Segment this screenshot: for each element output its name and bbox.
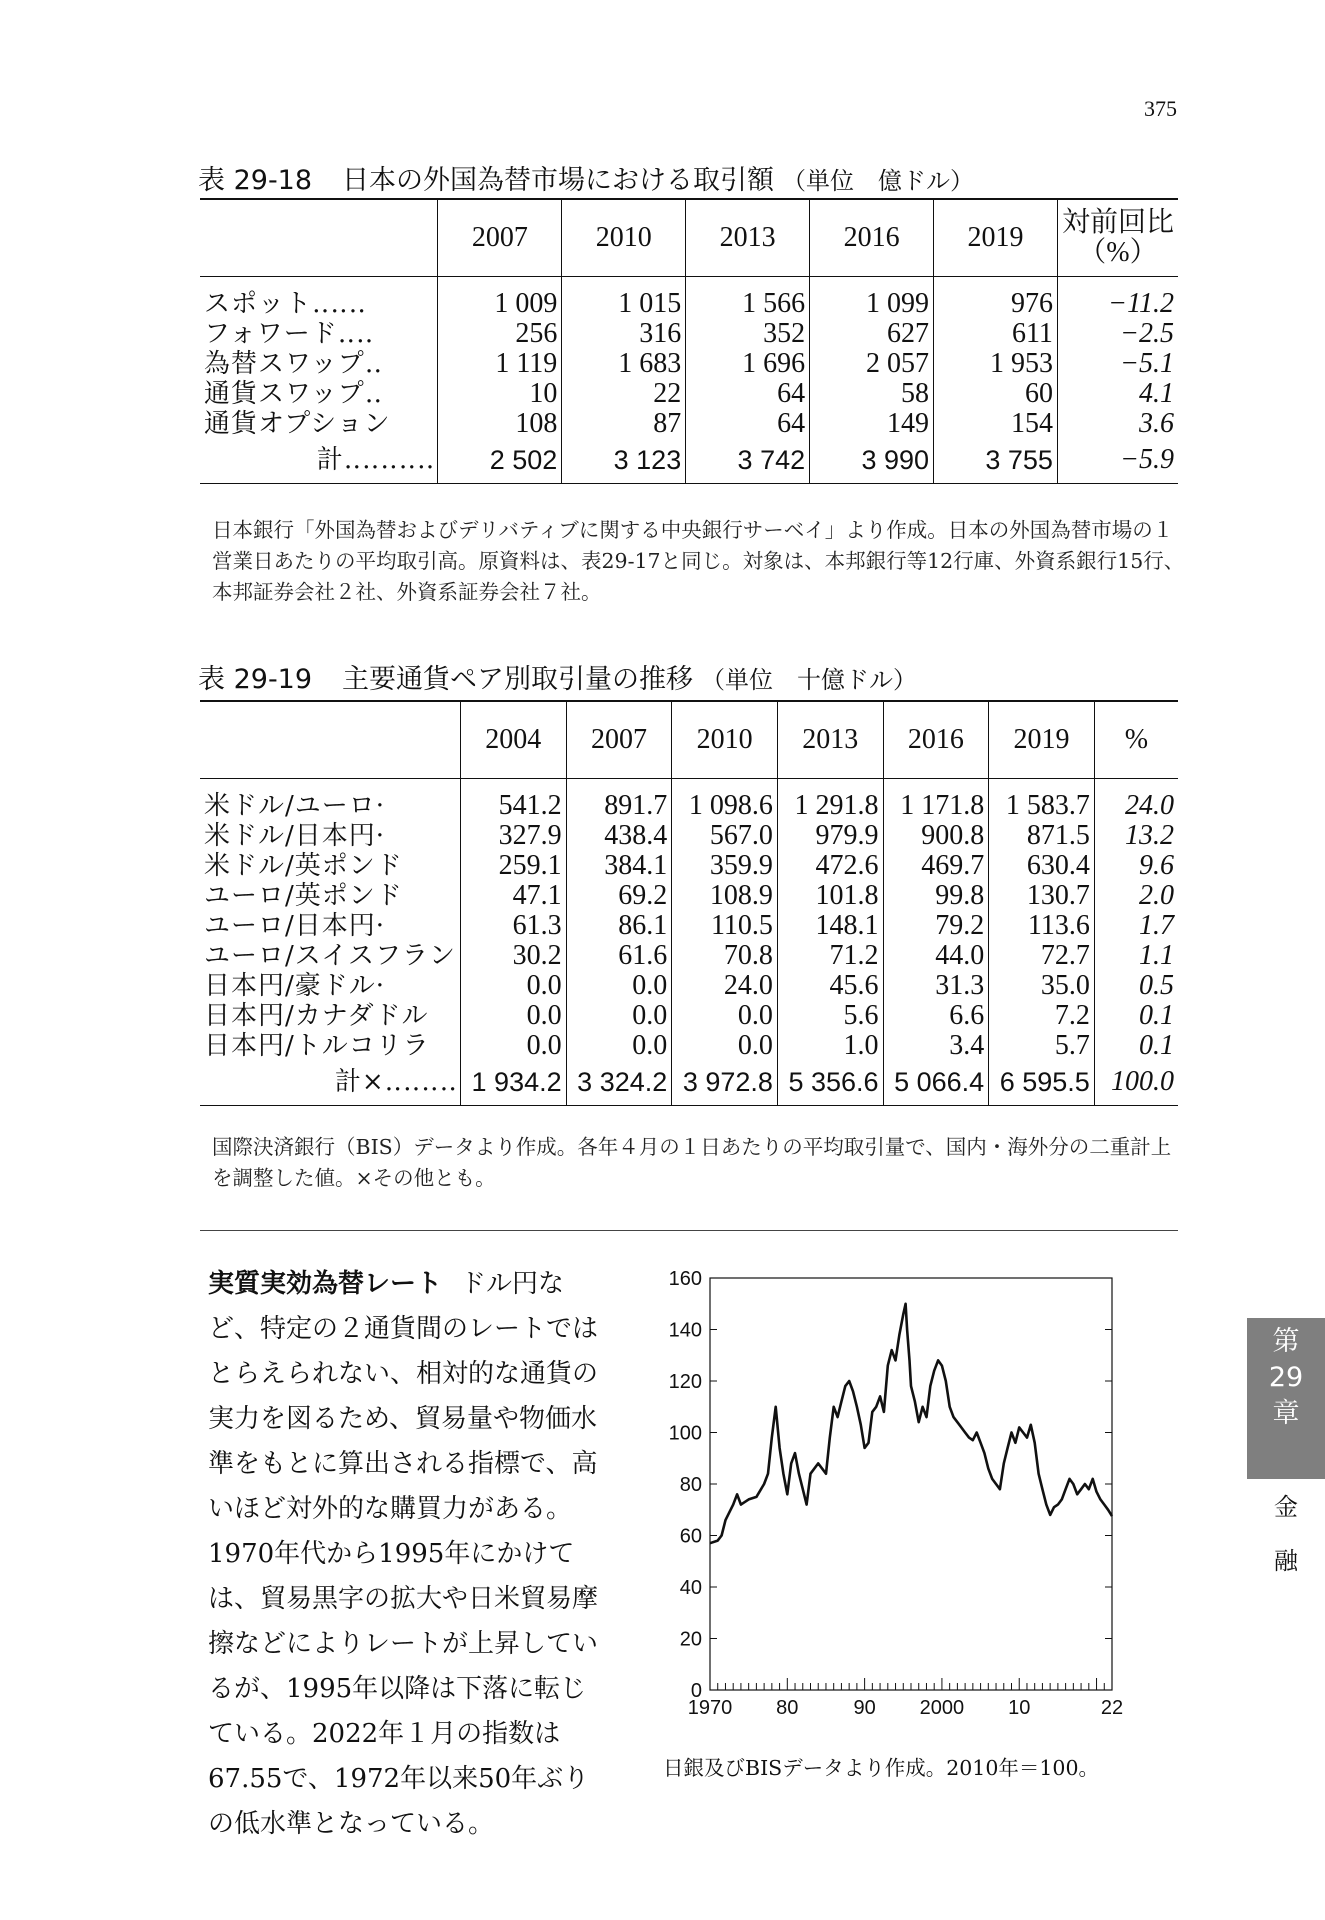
y-tick-label: 0 (690, 1680, 702, 1702)
table2-cell: 472.6 (777, 851, 883, 881)
article-body: ドル円など、特定の２通貨間のレートではとらえられない、相対的な通貨の実力を図るため、貿易量や物価水準をもとに算出される指標で、高いほど対外的な購買力がある。1970年代から1995年にかけては、貿易黒字の拡大や日米貿易摩擦などによりレートが上昇しているが、1995年以降は下落に転じている。2022年１月の指数は67.55で、1972年以来50年ぶりの低水準となっている。 (208, 1269, 599, 1839)
table1-total-cell: 3 990 (810, 439, 934, 484)
table1-row-label: 通貨スワップ‥ (204, 379, 384, 409)
table2-cell: 70.8 (672, 941, 778, 971)
x-tick-label: 80 (776, 1697, 799, 1719)
chapter-name (1247, 1480, 1325, 1588)
table2-col-header: 2004 (460, 701, 566, 779)
table2-row (200, 1001, 1178, 1031)
table2-row-label: 日本円/カナダドル (204, 1001, 429, 1031)
table1-note: 日本銀行「外国為替およびデリバティブに関する中央銀行サーベイ」より作成。日本の外国為替市場の１営業日あたりの平均取引高。原資料は、表29-17と同じ。対象は、本邦銀行等12行庫、外資系銀行15行、本邦証券会社２社、外資系証券会社７社。 (212, 518, 1185, 604)
table1-row (200, 319, 1178, 349)
table2-cell: 31.3 (883, 971, 989, 1001)
table2-cell: 44.0 (883, 941, 989, 971)
table2-cell: 0.0 (460, 971, 566, 1001)
y-tick-label: 160 (668, 1268, 702, 1290)
table2-total-cell: 1 934.2 (460, 1061, 566, 1106)
reer-chart (650, 1262, 1130, 1722)
table2-cell: 110.5 (672, 911, 778, 941)
table1-row (200, 409, 1178, 439)
table1-number: 表 29-18 (198, 165, 313, 196)
table2-cell: 630.4 (989, 851, 1095, 881)
table1-title-block (198, 158, 974, 197)
table2-col-header: 2019 (989, 701, 1095, 779)
table1-cell: 352 (686, 319, 810, 349)
table1-header-blank (200, 199, 438, 277)
table1-cell: 2 057 (810, 349, 934, 379)
table2-title-block (198, 657, 917, 696)
table1-total-cell: 3 742 (686, 439, 810, 484)
table2-cell: 61.6 (566, 941, 672, 971)
table1-header-row (200, 199, 1178, 277)
table1-total-row (200, 439, 1178, 484)
table2-col-header: 2010 (672, 701, 778, 779)
table1-total-change: −5.9 (1057, 439, 1178, 484)
x-tick-label: 90 (853, 1697, 876, 1719)
table1-cell: 1 953 (934, 349, 1058, 379)
table2-row-label: 米ドル/ユーロ· (204, 791, 386, 821)
table2-total-cell: 3 972.8 (672, 1061, 778, 1106)
table2-col-header: 2013 (777, 701, 883, 779)
table2-cell: 108.9 (672, 881, 778, 911)
table2-cell-pct: 13.2 (1094, 821, 1178, 851)
table2-total-cell: 3 324.2 (566, 1061, 672, 1106)
table1-change-unit: （%） (1078, 237, 1158, 268)
table2-cell: 5.7 (989, 1031, 1095, 1061)
table2-number: 表 29-19 (198, 664, 313, 695)
table1 (200, 198, 1178, 484)
table1-total-label: 計‥‥‥‥‥ (200, 439, 438, 484)
table1-cell: 627 (810, 319, 934, 349)
table2-cell: 327.9 (460, 821, 566, 851)
table1-col-header: 2007 (438, 199, 562, 277)
table2-cell: 35.0 (989, 971, 1095, 1001)
table1-cell: 1 683 (562, 349, 686, 379)
table2-cell-pct: 0.5 (1094, 971, 1178, 1001)
table2-header-blank (200, 701, 460, 779)
table2-row (200, 911, 1178, 941)
table1-cell: 1 566 (686, 277, 810, 320)
section-divider (200, 1230, 1178, 1231)
table2-cell: 47.1 (460, 881, 566, 911)
y-tick-label: 40 (679, 1577, 702, 1599)
table2-row-label: 米ドル/英ポンド (204, 851, 403, 881)
table2-cell: 69.2 (566, 881, 672, 911)
table1-total-cell: 3 123 (562, 439, 686, 484)
chapter-name-char: 金 (1274, 1493, 1298, 1521)
table2-total-row (200, 1061, 1178, 1106)
table1-cell: 611 (934, 319, 1058, 349)
table2-cell: 0.0 (566, 1031, 672, 1061)
table1-cell: 1 009 (438, 277, 562, 320)
table1-unit: （単位 億ドル） (782, 167, 975, 195)
table2-total-cell: 5 356.6 (777, 1061, 883, 1106)
table2-cell-pct: 2.0 (1094, 881, 1178, 911)
page-number: 375 (1144, 96, 1177, 121)
table2-row-label: 日本円/トルコリラ (204, 1031, 430, 1061)
table2-row (200, 971, 1178, 1001)
table2 (200, 700, 1178, 1106)
table1-row (200, 349, 1178, 379)
x-tick-label: 2000 (919, 1697, 965, 1719)
table2-col-header: 2016 (883, 701, 989, 779)
table2-cell: 1 171.8 (883, 779, 989, 822)
chapter-name-char: 融 (1274, 1547, 1298, 1575)
table2-row-label: ユーロ/日本円· (204, 911, 386, 941)
table2-row (200, 941, 1178, 971)
table2-cell-pct: 9.6 (1094, 851, 1178, 881)
table2-total-pct: 100.0 (1094, 1061, 1178, 1106)
x-tick-label: 1970 (687, 1697, 733, 1719)
table1-cell: 149 (810, 409, 934, 439)
table1-row (200, 277, 1178, 320)
table2-note: 国際決済銀行（BIS）データより作成。各年４月の１日あたりの平均取引量で、国内・海外分の二重計上を調整した値。×その他とも。 (212, 1135, 1172, 1190)
table1-cell: 154 (934, 409, 1058, 439)
table2-col-header: 2007 (566, 701, 672, 779)
table1-cell: 58 (810, 379, 934, 409)
table1-title: 日本の外国為替市場における取引額 (342, 165, 775, 196)
table2-row-label: ユーロ/英ポンド (204, 881, 403, 911)
table2-cell-pct: 24.0 (1094, 779, 1178, 822)
table2-cell: 0.0 (566, 971, 672, 1001)
article (208, 1262, 603, 1847)
table1-row (200, 379, 1178, 409)
table2-cell: 30.2 (460, 941, 566, 971)
table2-cell: 469.7 (883, 851, 989, 881)
table1-cell-change: 3.6 (1057, 409, 1178, 439)
table2-cell: 891.7 (566, 779, 672, 822)
table2-cell: 130.7 (989, 881, 1095, 911)
table2-cell: 438.4 (566, 821, 672, 851)
table2-cell: 871.5 (989, 821, 1095, 851)
table1-col-header: 2013 (686, 199, 810, 277)
y-tick-label: 60 (679, 1525, 702, 1548)
table2-cell-pct: 0.1 (1094, 1001, 1178, 1031)
table2-cell: 7.2 (989, 1001, 1095, 1031)
table1-row-label: フォワード‥‥ (204, 319, 375, 349)
table1-row-label: 通貨オプション (204, 409, 391, 439)
table2-cell: 259.1 (460, 851, 566, 881)
table2-cell: 0.0 (672, 1031, 778, 1061)
table1-cell-change: −5.1 (1057, 349, 1178, 379)
table1-total-cell: 3 755 (934, 439, 1058, 484)
y-tick-label: 80 (679, 1474, 702, 1496)
table1-cell: 64 (686, 409, 810, 439)
table2-row (200, 881, 1178, 911)
table2-row-label: 米ドル/日本円· (204, 821, 386, 851)
table2-total-cell: 6 595.5 (989, 1061, 1095, 1106)
table1-row-label: 為替スワップ‥ (204, 349, 384, 379)
table1-change-label: 対前回比 (1061, 207, 1174, 238)
table1-cell: 316 (562, 319, 686, 349)
table2-col-header: % (1094, 701, 1178, 779)
table1-cell: 1 119 (438, 349, 562, 379)
table2-cell-pct: 1.7 (1094, 911, 1178, 941)
table2-cell: 384.1 (566, 851, 672, 881)
table1-cell-change: 4.1 (1057, 379, 1178, 409)
table2-cell: 1 291.8 (777, 779, 883, 822)
table2-cell-pct: 0.1 (1094, 1031, 1178, 1061)
table2-cell: 567.0 (672, 821, 778, 851)
table1-cell: 976 (934, 277, 1058, 320)
chapter-tab-number: 29 (1268, 1362, 1304, 1393)
table1-col-header: 2010 (562, 199, 686, 277)
table2-cell: 3.4 (883, 1031, 989, 1061)
table2-cell: 148.1 (777, 911, 883, 941)
chart-caption: 日銀及びBISデータより作成。2010年＝100。 (663, 1756, 1100, 1780)
table1-cell: 1 015 (562, 277, 686, 320)
table2-cell: 45.6 (777, 971, 883, 1001)
chapter-tab (1247, 1318, 1325, 1479)
table1-cell: 22 (562, 379, 686, 409)
table2-cell: 6.6 (883, 1001, 989, 1031)
table2-cell: 113.6 (989, 911, 1095, 941)
table2-row (200, 821, 1178, 851)
table2-header-row (200, 701, 1178, 779)
table2-cell: 979.9 (777, 821, 883, 851)
y-tick-label: 100 (668, 1422, 702, 1445)
table2-row (200, 851, 1178, 881)
x-tick-label: 22 (1100, 1697, 1124, 1719)
table2-cell: 0.0 (460, 1001, 566, 1031)
table1-total-cell: 2 502 (438, 439, 562, 484)
table1-cell: 108 (438, 409, 562, 439)
table2-cell: 541.2 (460, 779, 566, 822)
x-tick-label: 10 (1008, 1697, 1031, 1719)
chapter-tab-suffix: 章 (1272, 1398, 1300, 1429)
table2-cell: 359.9 (672, 851, 778, 881)
table2-cell: 0.0 (566, 1001, 672, 1031)
table1-cell-change: −11.2 (1057, 277, 1178, 320)
table2-cell: 1 583.7 (989, 779, 1095, 822)
plot-frame (710, 1278, 1112, 1690)
table2-total-cell: 5 066.4 (883, 1061, 989, 1106)
table2-cell: 71.2 (777, 941, 883, 971)
table2-row-label: 日本円/豪ドル· (204, 971, 386, 1001)
table2-row (200, 779, 1178, 822)
table2-cell: 72.7 (989, 941, 1095, 971)
reer-chart-svg (650, 1262, 1130, 1722)
table1-cell: 256 (438, 319, 562, 349)
table2-cell: 0.0 (672, 1001, 778, 1031)
series-line (710, 1304, 1112, 1543)
table1-cell: 1 099 (810, 277, 934, 320)
table1-row-label: スポット‥‥‥ (204, 289, 368, 319)
table2-unit: （単位 十億ドル） (701, 666, 918, 694)
table1-col-header: 2016 (810, 199, 934, 277)
table1-cell: 60 (934, 379, 1058, 409)
table2-cell: 5.6 (777, 1001, 883, 1031)
table2-cell: 900.8 (883, 821, 989, 851)
table1-cell: 64 (686, 379, 810, 409)
table1-col-header-change (1057, 199, 1178, 277)
table2-cell: 101.8 (777, 881, 883, 911)
table1-col-header: 2019 (934, 199, 1058, 277)
table2-row-label: ユーロ/スイスフラン (204, 941, 456, 971)
y-tick-label: 20 (679, 1628, 702, 1651)
table2-cell: 99.8 (883, 881, 989, 911)
table2-cell: 86.1 (566, 911, 672, 941)
chapter-tab-prefix: 第 (1272, 1326, 1300, 1357)
table1-cell: 1 696 (686, 349, 810, 379)
table1-cell: 10 (438, 379, 562, 409)
table1-cell: 87 (562, 409, 686, 439)
table2-row (200, 1031, 1178, 1061)
y-tick-label: 120 (668, 1371, 702, 1393)
article-heading: 実質実効為替レート (208, 1269, 443, 1299)
table2-cell: 79.2 (883, 911, 989, 941)
table2-cell: 0.0 (460, 1031, 566, 1061)
y-tick-label: 140 (668, 1319, 702, 1342)
table2-cell: 24.0 (672, 971, 778, 1001)
table2-total-label: 計×‥‥‥‥ (200, 1061, 460, 1106)
table2-cell-pct: 1.1 (1094, 941, 1178, 971)
table2-cell: 1 098.6 (672, 779, 778, 822)
table1-cell-change: −2.5 (1057, 319, 1178, 349)
table2-title: 主要通貨ペア別取引量の推移 (342, 664, 694, 695)
table2-cell: 1.0 (777, 1031, 883, 1061)
table2-cell: 61.3 (460, 911, 566, 941)
